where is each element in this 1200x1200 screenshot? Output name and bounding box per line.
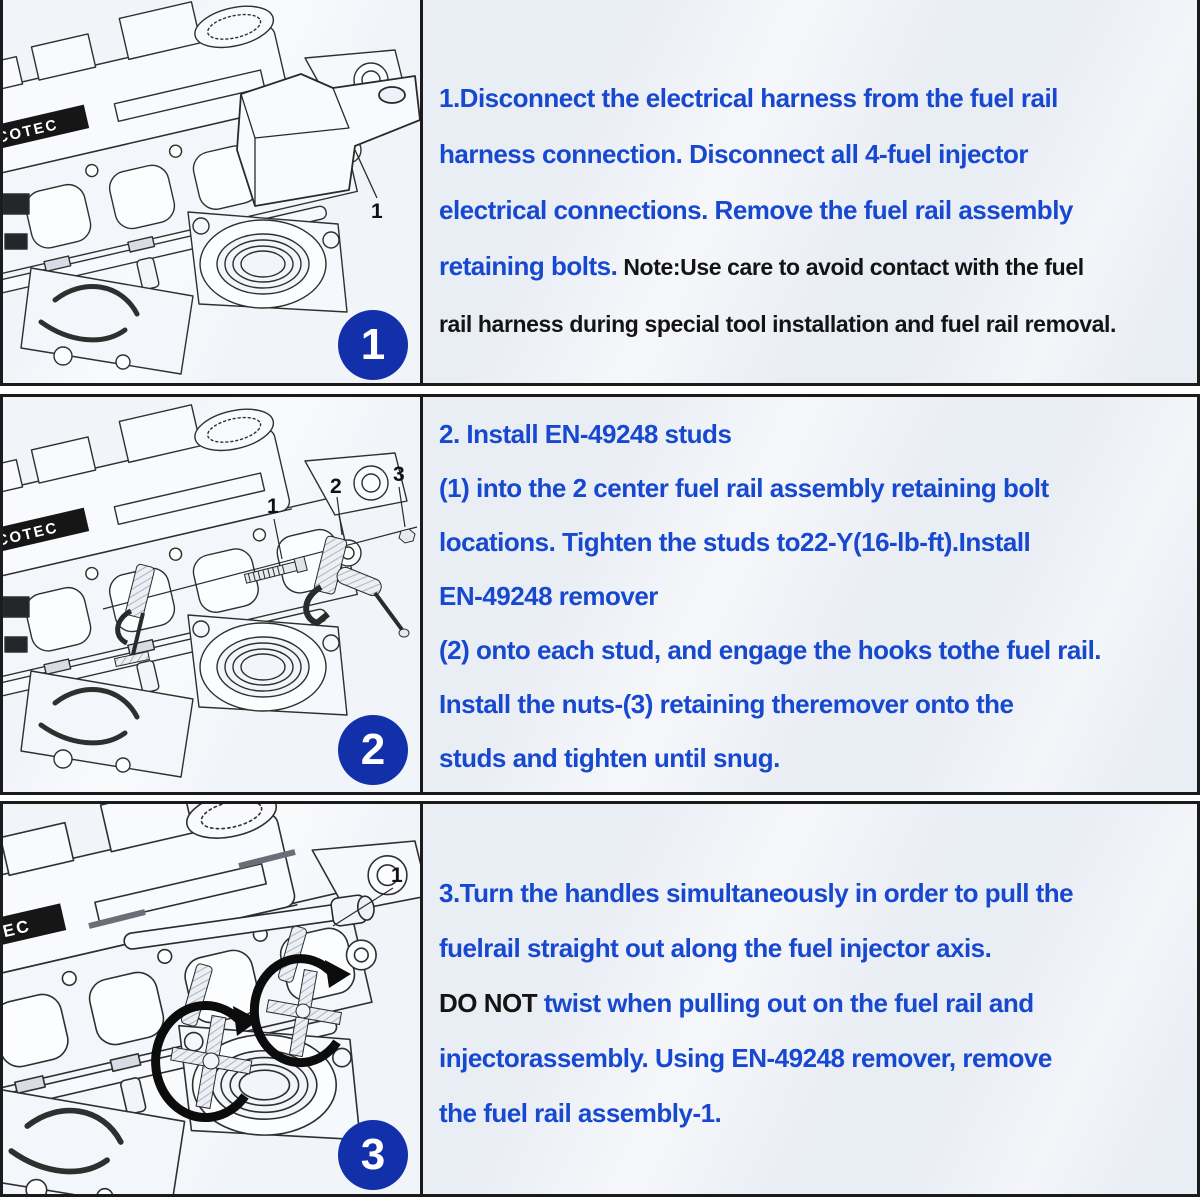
warning-text: DO NOT [439,988,538,1018]
instruction-line [439,295,1197,352]
instruction-line [439,623,1197,677]
step-panel-2 [0,394,1200,795]
step-number-badge: 3 [338,1120,408,1190]
callout-2: 2 [330,475,342,498]
callout-1: 1 [267,495,279,518]
instruction-line [439,461,1197,515]
instruction-line [439,1031,1197,1086]
step2-diagram-cell [3,397,423,792]
instruction-line [439,677,1197,731]
step3-diagram-cell [3,804,423,1194]
instruction-text: electrical connections. Remove the fuel rail assembly [439,195,1073,225]
instruction-line [439,866,1197,921]
step-panel-3 [0,801,1200,1197]
instruction-text: harness connection. Disconnect all 4-fuel injector [439,139,1029,169]
instruction-line [439,126,1197,182]
step1-diagram-cell [3,0,423,383]
instruction-line [439,976,1197,1031]
callout-3: 3 [393,463,405,486]
heat-shield-part [237,74,420,206]
instruction-text: Install the nuts-(3) retaining theremover onto the [439,689,1014,719]
callout-1: 1 [371,200,383,223]
instruction-line [439,569,1197,623]
step2-instructions [423,397,1197,792]
instruction-line [439,70,1197,126]
instruction-text: studs and tighten until snug. [439,743,780,773]
instruction-line [439,182,1197,238]
note-text: Note:Use care to avoid contact with the fuel [617,254,1084,280]
instruction-text: the fuel rail assembly-1. [439,1098,722,1128]
instruction-line [439,407,1197,461]
instruction-text: EN-49248 remover [439,581,658,611]
instruction-text: (1) into the 2 center fuel rail assembly retaining bolt [439,473,1049,503]
step3-instructions [423,804,1197,1194]
instruction-text: fuelrail straight out along the fuel injector axis. [439,933,992,963]
instruction-text: retaining bolts. [439,251,618,281]
instruction-text: 2. Install EN-49248 studs [439,419,732,449]
instruction-text: 1.Disconnect the electrical harness from the fuel rail [439,83,1058,113]
instruction-text: locations. Tighten the studs to22-Y(16-lb-ft).Install [439,527,1031,557]
callout-1: 1 [391,864,403,887]
instruction-text: 3.Turn the handles simultaneously in order to pull the [439,878,1074,908]
step-panel-1 [0,0,1200,386]
instruction-line [439,238,1197,295]
note-text: rail harness during special tool installation and fuel rail removal. [439,311,1117,337]
instruction-text: injectorassembly. Using EN-49248 remover, remove [439,1043,1052,1073]
instruction-line [439,1086,1197,1141]
nut-part [399,529,415,543]
step1-instructions [423,0,1197,383]
instruction-line [439,515,1197,569]
instruction-line [439,921,1197,976]
instruction-text: twist when pulling out on the fuel rail and [537,988,1034,1018]
instruction-line [439,731,1197,785]
instruction-text: (2) onto each stud, and engage the hooks tothe fuel rail. [439,635,1102,665]
step-number-badge: 1 [338,310,408,380]
step-number-badge: 2 [338,715,408,785]
